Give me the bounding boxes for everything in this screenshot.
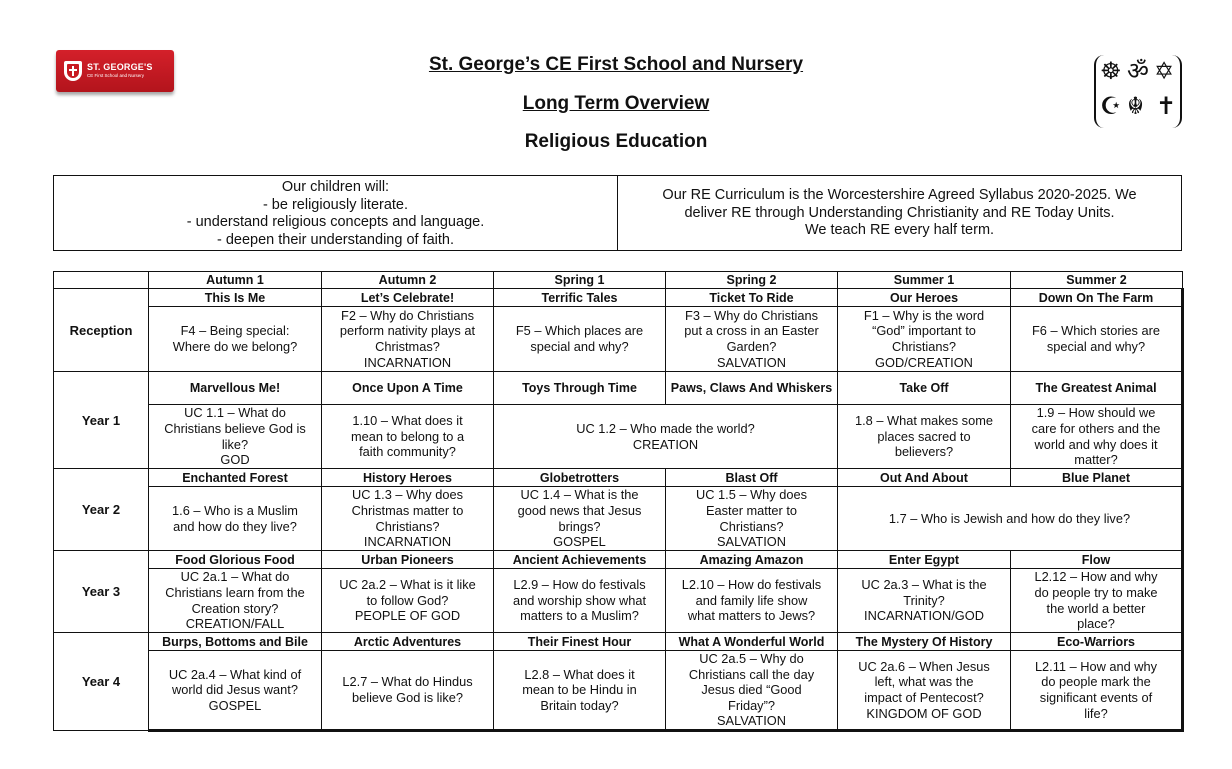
curriculum-line: Our RE Curriculum is the Worcestershire Agreed Syllabus 2020-2025. We	[662, 187, 1137, 203]
aims-statement	[54, 176, 618, 250]
christian-cross-icon: ✝	[1156, 92, 1177, 120]
unit-cell: F1 – Why is the word “God” important to Christians? GOD/CREATION	[838, 307, 1011, 372]
topic-cell: Urban Pioneers	[322, 551, 494, 569]
year-label: Year 1	[54, 372, 149, 469]
topic-cell: Arctic Adventures	[322, 633, 494, 651]
unit-cell: UC 2a.2 – What is it like to follow God? PEOPLE OF GOD	[322, 569, 494, 633]
topic-cell: Once Upon A Time	[322, 372, 494, 405]
topic-cell: Their Finest Hour	[494, 633, 666, 651]
topic-cell: Paws, Claws And Whiskers	[666, 372, 838, 405]
curriculum-statement	[618, 176, 1181, 250]
unit-cell: UC 1.5 – Why does Easter matter to Christians? SALVATION	[666, 487, 838, 551]
om-icon: ॐ	[1127, 57, 1149, 85]
faith-symbols	[1094, 55, 1182, 128]
year-label: Year 2	[54, 469, 149, 551]
column-header: Summer 1	[838, 272, 1011, 289]
column-header: Summer 2	[1011, 272, 1183, 289]
topic-cell: Amazing Amazon	[666, 551, 838, 569]
topic-cell: The Greatest Animal	[1011, 372, 1183, 405]
year-label: Year 3	[54, 551, 149, 633]
curriculum-line: We teach RE every half term.	[804, 222, 995, 238]
unit-cell: L2.8 – What does it mean to be Hindu in Britain today?	[494, 651, 666, 731]
unit-row	[54, 651, 1183, 731]
unit-cell: L2.11 – How and why do people mark the significant events of life?	[1011, 651, 1183, 731]
topic-cell: Out And About	[838, 469, 1011, 487]
unit-cell: L2.12 – How and why do people try to make the world a better place?	[1011, 569, 1183, 633]
topic-row	[54, 633, 1183, 651]
unit-cell: UC 2a.4 – What kind of world did Jesus want? GOSPEL	[149, 651, 322, 731]
topic-cell: Take Off	[838, 372, 1011, 405]
column-header: Spring 1	[494, 272, 666, 289]
unit-cell: UC 1.2 – Who made the world? CREATION	[494, 405, 838, 469]
dharma-wheel-icon: ☸	[1100, 57, 1122, 85]
star-of-david-icon: ✡	[1154, 57, 1175, 85]
unit-cell: 1.7 – Who is Jewish and how do they live?	[838, 487, 1183, 551]
unit-cell: F2 – Why do Christians perform nativity plays at Christmas? INCARNATION	[322, 307, 494, 372]
crescent-and-star-icon: ☪	[1100, 92, 1122, 120]
unit-cell: L2.10 – How do festivals and family life show what matters to Jews?	[666, 569, 838, 633]
subject-title: Religious Education	[524, 131, 708, 152]
topic-cell: Enchanted Forest	[149, 469, 322, 487]
topic-cell: History Heroes	[322, 469, 494, 487]
unit-cell: 1.10 – What does it mean to belong to a faith community?	[322, 405, 494, 469]
unit-row	[54, 307, 1183, 372]
topic-cell: Ticket To Ride	[666, 289, 838, 307]
header-row	[54, 272, 1183, 289]
unit-row	[54, 405, 1183, 469]
unit-cell: UC 2a.1 – What do Christians learn from the Creation story? CREATION/FALL	[149, 569, 322, 633]
topic-cell: Enter Egypt	[838, 551, 1011, 569]
topic-cell: Blue Planet	[1011, 469, 1183, 487]
topic-cell: Terrific Tales	[494, 289, 666, 307]
aims-line: - be religiously literate.	[262, 196, 409, 213]
unit-cell: UC 1.4 – What is the good news that Jesus brings? GOSPEL	[494, 487, 666, 551]
topic-cell: Food Glorious Food	[149, 551, 322, 569]
topic-row	[54, 551, 1183, 569]
unit-cell: UC 1.3 – Why does Christmas matter to Christians? INCARNATION	[322, 487, 494, 551]
topic-cell: Down On The Farm	[1011, 289, 1183, 307]
unit-cell: UC 2a.5 – Why do Christians call the day Jesus died “Good Friday”? SALVATION	[666, 651, 838, 731]
logo-subtitle: CE First School and Nursery	[87, 73, 145, 79]
overview-table	[53, 271, 1184, 732]
column-header: Spring 2	[666, 272, 838, 289]
khanda-icon: ☬	[1127, 92, 1145, 120]
aims-line: - deepen their understanding of faith.	[217, 231, 454, 248]
overview-title: Long Term Overview	[522, 93, 710, 114]
unit-cell: F3 – Why do Christians put a cross in an Easter Garden? SALVATION	[666, 307, 838, 372]
column-header: Autumn 1	[149, 272, 322, 289]
unit-cell: L2.9 – How do festivals and worship show what matters to a Muslim?	[494, 569, 666, 633]
topic-cell: Burps, Bottoms and Bile	[149, 633, 322, 651]
topic-cell: Marvellous Me!	[149, 372, 322, 405]
topic-cell: Toys Through Time	[494, 372, 666, 405]
unit-cell: F5 – Which places are special and why?	[494, 307, 666, 372]
unit-cell: 1.9 – How should we care for others and the world and why does it matter?	[1011, 405, 1183, 469]
topic-cell: Our Heroes	[838, 289, 1011, 307]
topic-cell: This Is Me	[149, 289, 322, 307]
topic-cell: Ancient Achievements	[494, 551, 666, 569]
unit-cell: F4 – Being special: Where do we belong?	[149, 307, 322, 372]
unit-cell: 1.8 – What makes some places sacred to believers?	[838, 405, 1011, 469]
column-header: Autumn 2	[322, 272, 494, 289]
unit-row	[54, 569, 1183, 633]
year-label: Year 4	[54, 633, 149, 731]
school-title: St. George’s CE First School and Nursery	[428, 54, 804, 75]
unit-cell: UC 1.1 – What do Christians believe God is like? GOD	[149, 405, 322, 469]
year-label: Reception	[54, 289, 149, 372]
unit-cell: 1.6 – Who is a Muslim and how do they live?	[149, 487, 322, 551]
topic-cell: Blast Off	[666, 469, 838, 487]
logo-name: ST. GEORGE'S	[87, 62, 153, 73]
intro-box	[53, 175, 1182, 251]
topic-cell: Eco-Warriors	[1011, 633, 1183, 651]
topic-row	[54, 469, 1183, 487]
corner-cell	[54, 272, 149, 289]
topic-row	[54, 372, 1183, 405]
topic-cell: What A Wonderful World	[666, 633, 838, 651]
aims-line: - understand religious concepts and language.	[186, 214, 485, 230]
topic-cell: Flow	[1011, 551, 1183, 569]
unit-cell: UC 2a.3 – What is the Trinity? INCARNATION/GOD	[838, 569, 1011, 633]
unit-cell: UC 2a.6 – When Jesus left, what was the impact of Pentecost? KINGDOM OF GOD	[838, 651, 1011, 731]
topic-cell: Globetrotters	[494, 469, 666, 487]
unit-cell: F6 – Which stories are special and why?	[1011, 307, 1183, 372]
topic-cell: The Mystery Of History	[838, 633, 1011, 651]
topic-row	[54, 289, 1183, 307]
unit-cell: L2.7 – What do Hindus believe God is like?	[322, 651, 494, 731]
aims-line: Our children will:	[281, 179, 390, 195]
unit-row	[54, 487, 1183, 551]
topic-cell: Let’s Celebrate!	[322, 289, 494, 307]
curriculum-line: deliver RE through Understanding Christianity and RE Today Units.	[684, 204, 1115, 221]
